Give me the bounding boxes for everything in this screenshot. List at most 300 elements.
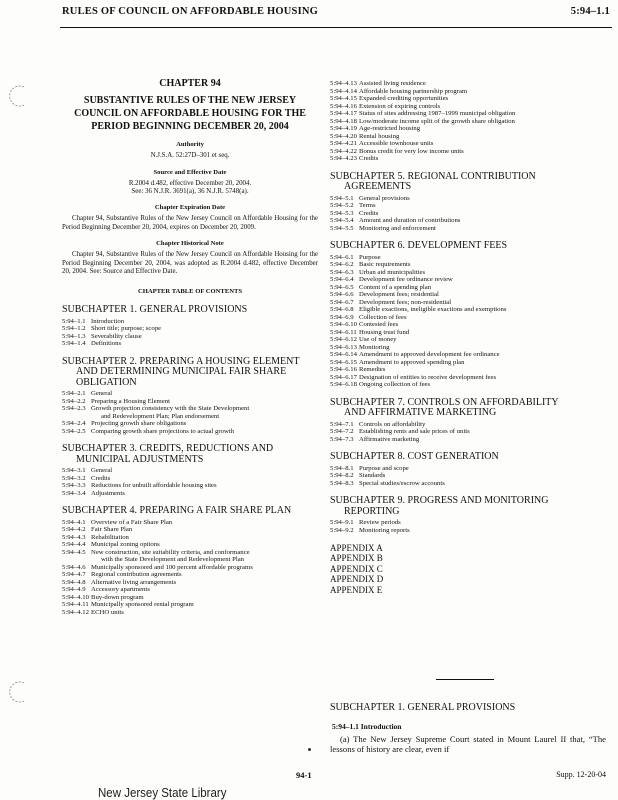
toc-entry: [62, 428, 318, 436]
toc-entry: [330, 254, 606, 262]
toc-entry: [62, 549, 318, 564]
section-label: [359, 155, 606, 163]
section-label: [359, 148, 606, 156]
appendix-entry: APPENDIX C: [330, 563, 383, 574]
section-label-text: Alternative living arrangements: [91, 578, 177, 586]
section-label-continued: with the State Development and Redevelopment Plan: [101, 556, 245, 564]
section-number: 5:94–7.2: [330, 428, 354, 435]
toc-entry: [330, 344, 606, 352]
section-label: [91, 390, 318, 398]
section-label-text: Development fee ordinance review: [359, 276, 453, 283]
section-label-text: Terms: [359, 202, 376, 209]
section-label-text: Contested fees: [359, 321, 399, 328]
section-number: 5:94–4.3: [62, 533, 86, 541]
authority-heading: Authority: [176, 141, 204, 149]
section-label: [359, 88, 606, 96]
section-body-text: (a) The New Jersey Supreme Court stated in Mount Laurel II that, “The lessons of history are clear, even if: [330, 734, 606, 755]
section-number: 5:94–5.5: [330, 224, 354, 232]
section-label: [359, 133, 606, 141]
section-number: 5:94–2.4: [62, 420, 86, 428]
toc-entry: [62, 490, 318, 498]
section-title: 5:94–1.1 Introduction: [332, 722, 402, 731]
section-number: 5:94–6.16: [330, 366, 357, 373]
section-label: [359, 336, 606, 344]
toc-entry: [62, 333, 318, 341]
section-label: [91, 601, 318, 609]
section-label-text: Accessible townhouse units: [359, 140, 434, 147]
section-label-text: Low/moderate income split of the growth share obligation: [359, 117, 515, 125]
toc-entry: [330, 284, 606, 292]
section-number: 5:94–6.14: [330, 351, 357, 358]
toc-entry: [330, 374, 606, 382]
section-label-text: Credits: [91, 474, 111, 482]
toc-entry: [330, 472, 606, 480]
section-label-text: Monitoring and enforcement: [359, 224, 436, 232]
subchapter-heading-text: SUBCHAPTER 6. DEVELOPMENT FEES: [330, 240, 508, 251]
source-line: See: 36 N.J.R. 3691(a), 36 N.J.R. 5748(a).: [131, 188, 249, 196]
toc-entry: [330, 329, 606, 337]
scan-speck: [308, 748, 311, 751]
section-label-text: Designation of entities to receive development fees: [359, 373, 497, 381]
section-label-text: Affirmative marketing: [359, 435, 420, 443]
section-label-text: Introduction: [91, 317, 125, 325]
page-number: 94-1: [296, 770, 312, 780]
toc-entry: [62, 519, 318, 527]
section-number: 5:94–6.3: [330, 268, 354, 276]
section-label: [359, 217, 606, 225]
running-header-left: RULES OF COUNCIL ON AFFORDABLE HOUSING: [62, 6, 319, 17]
toc-entry: [330, 306, 606, 314]
subchapter-heading-continued: AND AFFIRMATIVE MARKETING: [344, 407, 497, 418]
subchapter-heading-continued: MUNICIPAL ADJUSTMENTS: [76, 453, 204, 465]
chapter-number: CHAPTER 94: [159, 78, 221, 89]
toc-entry: [330, 359, 606, 367]
section-label-text: Review periods: [359, 519, 401, 526]
subchapter-heading-continued: REPORTING: [344, 505, 400, 517]
toc-entry: [330, 428, 606, 436]
section-label-text: General: [91, 390, 113, 398]
toc-entry: [62, 609, 318, 617]
toc-entry: [330, 269, 606, 277]
section-number: 5:94–6.10: [330, 321, 357, 328]
section-number: 5:94–2.3: [62, 405, 86, 413]
library-stamp: New Jersey State Library: [98, 786, 227, 800]
subchapter-heading-text: SUBCHAPTER 4. PREPARING A FAIR SHARE PLAN: [62, 505, 292, 517]
section-number: 5:94–4.18: [330, 117, 357, 125]
toc-entry: [330, 465, 606, 473]
section-label-text: Bonus credit for very low income units: [359, 147, 464, 155]
section-label: [359, 276, 606, 284]
toc-entry: [62, 541, 318, 549]
toc-entry: [62, 390, 318, 398]
toc-entry: [62, 340, 318, 348]
toc-entry: [62, 579, 318, 587]
expiration-heading: Chapter Expiration Date: [154, 204, 226, 212]
section-label-text: Growth projection consistency with the State Development: [91, 405, 250, 413]
section-divider: [436, 679, 494, 680]
section-label-text: Basic requirements: [359, 261, 411, 268]
toc-entry: [330, 351, 606, 359]
section-label-text: Amendment to approved development fee ordinance: [359, 351, 500, 358]
section-label-text: Severability clause: [91, 332, 142, 340]
section-label: [359, 195, 606, 203]
section-label: [359, 210, 606, 218]
section-label: [91, 482, 318, 490]
section-number: 5:94–4.17: [330, 110, 357, 117]
toc-entry: [62, 398, 318, 406]
appendix-entry: APPENDIX E: [330, 584, 383, 595]
section-number: 5:94–2.1: [62, 390, 86, 398]
history-heading: Chapter Historical Note: [156, 240, 224, 248]
right-column: [330, 80, 606, 595]
section-label-text: Accessory apartments: [91, 586, 150, 594]
subchapter-heading-text: SUBCHAPTER 7. CONTROLS ON AFFORDABILITY: [330, 396, 559, 408]
appendix-entry: APPENDIX D: [330, 574, 384, 585]
section-label-text: General: [91, 467, 113, 475]
toc-entry: [330, 202, 606, 210]
section-label: [359, 291, 606, 299]
section-number: 5:94–6.9: [330, 313, 354, 321]
subchapter-heading-text: SUBCHAPTER 3. CREDITS, REDUCTIONS AND: [62, 443, 274, 455]
section-number: 5:94–4.11: [62, 601, 89, 609]
toc-entry: [330, 195, 606, 203]
section-number: 5:94–4.20: [330, 132, 357, 140]
section-label: [359, 299, 606, 307]
expiration-text: Chapter 94, Substantive Rules of the New Jersey Council on Affordable Housing for the Period Beginning December 20, 2004, expires on December 20, 2009.: [62, 215, 318, 231]
toc-entry: [330, 110, 606, 118]
section-label-text: Reductions for unbuilt affordable housing sites: [91, 482, 217, 490]
section-label: [359, 527, 606, 535]
toc-entry: [330, 261, 606, 269]
section-number: 5:94–6.2: [330, 261, 354, 268]
section-label-text: Purpose and scope: [359, 464, 409, 472]
section-number: 5:94–7.1: [330, 420, 354, 428]
section-label-text: Rental housing: [359, 132, 400, 140]
section-number: 5:94–5.3: [330, 209, 354, 217]
section-number: 5:94–6.6: [330, 291, 354, 298]
section-label-text: Controls on affordability: [359, 420, 426, 428]
section-number: 5:94–1.2: [62, 325, 86, 333]
section-label: [359, 269, 606, 277]
section-label-text: Use of money: [359, 336, 397, 343]
section-number: 5:94–6.4: [330, 276, 354, 283]
toc-entry: [62, 571, 318, 579]
subchapter-heading: [330, 452, 606, 463]
section-number: 5:94–5.2: [330, 202, 354, 209]
appendix-entry: APPENDIX B: [330, 553, 383, 564]
toc-entry: [62, 467, 318, 475]
binder-hole-icon: [8, 84, 32, 108]
section-number: 5:94–4.23: [330, 155, 357, 162]
section-label-text: Monitoring reports: [359, 526, 410, 534]
section-label-text: Short title; purpose; scope: [91, 325, 162, 333]
section-label: [359, 284, 606, 292]
section-number: 5:94–6.5: [330, 283, 354, 291]
section-label: [359, 225, 606, 233]
subchapter-heading-continued: AGREEMENTS: [344, 181, 412, 192]
subchapter-heading-text: SUBCHAPTER 1. GENERAL PROVISIONS: [62, 304, 248, 316]
section-number: 5:94–8.3: [330, 479, 354, 487]
toc-entry: [330, 125, 606, 133]
section-number: 5:94–6.11: [330, 328, 357, 336]
section-label-text: Standards: [359, 472, 386, 479]
section-number: 5:94–3.1: [62, 467, 86, 475]
section-number: 5:94–8.2: [330, 472, 354, 479]
section-number: 5:94–6.8: [330, 306, 354, 313]
subchapter-heading: [330, 496, 606, 517]
toc-entry: [330, 336, 606, 344]
subchapter-heading: [62, 305, 318, 316]
toc-entry: [330, 103, 606, 111]
section-label-text: Ongoing collection of fees: [359, 381, 431, 388]
section-label-text: Age-restricted housing: [359, 125, 421, 132]
section-label-text: Development fees; residential: [359, 291, 439, 298]
section-label-text: Monitoring: [359, 343, 390, 351]
appendix-list: [330, 543, 606, 595]
toc-subchapter-4-continued: [330, 80, 606, 163]
toc-entry: [62, 475, 318, 483]
section-label-text: Buy-down program: [91, 593, 144, 601]
toc-entry: [330, 95, 606, 103]
section-label: [91, 549, 318, 564]
section-label: [359, 436, 606, 444]
section-label-text: Projecting growth share obligations: [91, 420, 187, 428]
section-number: 5:94–6.1: [330, 253, 354, 261]
section-label: [359, 254, 606, 262]
section-label-text: Definitions: [91, 340, 122, 348]
section-label-text: Rehabilitation: [91, 533, 129, 541]
source-line: R.2004 d.482, effective December 20, 2004.: [128, 179, 252, 187]
section-number: 5:94–6.7: [330, 298, 354, 306]
toc-entry: [330, 225, 606, 233]
appendix-entry: APPENDIX A: [330, 543, 383, 553]
section-label: [91, 405, 318, 420]
subchapter-heading: [62, 357, 318, 389]
subchapter-1-heading: SUBCHAPTER 1. GENERAL PROVISIONS: [330, 702, 516, 713]
section-label: [359, 472, 606, 480]
section-label-text: Municipal zoning options: [91, 541, 160, 549]
section-label-text: Remedies: [359, 366, 386, 373]
section-label: [359, 202, 606, 210]
section-label: [91, 325, 318, 333]
section-label-continued: and Redevelopment Plan; Plan endorsement: [101, 412, 220, 420]
toc-entry: [330, 314, 606, 322]
section-number: 5:94–4.16: [330, 102, 357, 110]
toc-entry: [62, 526, 318, 534]
section-label-text: Amendment to approved spending plan: [359, 358, 465, 366]
section-number: 5:94–4.13: [330, 80, 357, 87]
section-number: 5:94–2.2: [62, 397, 86, 405]
section-label-text: Comparing growth share projections to actual growth: [91, 427, 235, 435]
section-number: 5:94–3.2: [62, 474, 86, 482]
section-label: [91, 398, 318, 406]
section-label-text: Purpose: [359, 253, 381, 261]
section-number: 5:94–8.1: [330, 464, 354, 472]
toc-entry: [330, 519, 606, 527]
toc-entry: [330, 155, 606, 163]
section-label-text: Credits: [359, 209, 379, 217]
section-label: [91, 475, 318, 483]
section-number: 5:94–1.4: [62, 340, 86, 348]
subchapter-heading: [330, 241, 606, 252]
section-label: [359, 314, 606, 322]
section-label: [91, 467, 318, 475]
section-number: 5:94–4.5: [62, 548, 86, 556]
section-label: [359, 344, 606, 352]
section-number: 5:94–4.1: [62, 518, 86, 526]
binder-hole-icon: [8, 680, 32, 704]
section-label-text: Fair Share Plan: [91, 526, 133, 534]
chapter-title: SUBSTANTIVE RULES OF THE NEW JERSEY COUNCIL ON AFFORDABLE HOUSING FOR THE PERIOD BEGINNING DECEMBER 20, 2004: [74, 95, 306, 133]
section-label: [359, 125, 606, 133]
section-label-text: Municipally sponsored and 100 percent affordable programs: [91, 563, 253, 571]
section-number: 5:94–6.12: [330, 336, 357, 343]
section-label-text: General provisions: [359, 194, 410, 202]
section-number: 5:94–6.17: [330, 373, 357, 381]
section-label-text: Preparing a Housing Element: [91, 397, 170, 405]
toc-entry: [330, 291, 606, 299]
section-label: [91, 490, 318, 498]
section-label: [359, 381, 606, 389]
section-label-text: Credits: [359, 155, 379, 162]
toc-entry: [330, 381, 606, 389]
toc-entry: [330, 276, 606, 284]
toc-entry: [330, 210, 606, 218]
section-label: [359, 329, 606, 337]
section-label-text: Regional contribution agreements: [91, 571, 182, 579]
section-number: 5:94–6.13: [330, 343, 357, 351]
subchapter-heading-text: SUBCHAPTER 8. COST GENERATION: [330, 451, 499, 462]
toc-left-list: [62, 305, 318, 616]
section-label: [91, 586, 318, 594]
section-label: [359, 465, 606, 473]
section-number: 5:94–4.22: [330, 147, 357, 155]
section-number: 5:94–4.8: [62, 578, 86, 586]
section-label: [359, 140, 606, 148]
running-header-right: 5:94–1.1: [570, 6, 610, 17]
history-text: Chapter 94, Substantive Rules of the New Jersey Council on Affordable Housing for the Period Beginning December 20, 2004, was adopted as R.2004 d.482, effective December 20, 2004. See: Source and Effective Date.: [62, 251, 318, 275]
toc-entry: [330, 321, 606, 329]
section-label-text: Urban aid municipalities: [359, 268, 426, 276]
section-number: 5:94–4.19: [330, 125, 357, 132]
section-label: [91, 579, 318, 587]
section-number: 5:94–9.1: [330, 519, 354, 526]
toc-entry: [330, 148, 606, 156]
section-number: 5:94–4.15: [330, 95, 357, 102]
section-label: [91, 333, 318, 341]
section-label-text: Expanded crediting opportunities: [359, 95, 449, 102]
toc-entry: [62, 420, 318, 428]
toc-entry: [330, 217, 606, 225]
section-label: [91, 564, 318, 572]
toc-entry: [62, 534, 318, 542]
section-label: [91, 609, 318, 617]
subchapter-heading-text: SUBCHAPTER 5. REGIONAL CONTRIBUTION: [330, 170, 536, 182]
section-number: 5:94–4.9: [62, 586, 86, 594]
section-label: [91, 318, 318, 326]
section-label: [91, 340, 318, 348]
section-label: [91, 519, 318, 527]
section-label-text: Municipally sponsored rental program: [91, 601, 194, 609]
section-label-text: Extension of expiring controls: [359, 102, 441, 110]
section-label: [359, 359, 606, 367]
section-label-text: New construction, site suitability criteria, and conformance: [91, 548, 250, 556]
subchapter-heading-text: SUBCHAPTER 2. PREPARING A HOUSING ELEMENT: [62, 355, 300, 367]
section-label-text: Status of sites addressing 1987–1999 municipal obligation: [359, 110, 516, 117]
section-label: [91, 541, 318, 549]
toc-entry: [62, 318, 318, 326]
toc-entry: [330, 140, 606, 148]
toc-entry: [330, 118, 606, 126]
section-number: 5:94–2.5: [62, 427, 86, 435]
section-label-text: Development fees; non-residential: [359, 298, 452, 306]
section-number: 5:94–4.10: [62, 593, 89, 601]
section-number: 5:94–4.2: [62, 526, 86, 534]
toc-entry: [62, 564, 318, 572]
subchapter-heading-continued: AND DETERMINING MUNICIPAL FAIR SHARE OBLIGATION: [76, 366, 287, 388]
toc-entry: [330, 480, 606, 488]
toc-entry: [330, 527, 606, 535]
section-label: [91, 534, 318, 542]
toc-entry: [62, 601, 318, 609]
section-label: [91, 420, 318, 428]
section-label: [359, 366, 606, 374]
toc-entry: [62, 594, 318, 602]
section-label: [359, 118, 606, 126]
toc-entry: [330, 436, 606, 444]
section-label-text: Collection of fees: [359, 313, 407, 321]
section-label: [359, 110, 606, 118]
section-label-text: Amount and duration of contributions: [359, 217, 461, 224]
header-rule: [60, 27, 612, 28]
left-column: [62, 80, 318, 616]
section-label: [359, 374, 606, 382]
toc-heading: CHAPTER TABLE OF CONTENTS: [137, 288, 243, 296]
section-label: [359, 428, 606, 436]
section-number: 5:94–1.1: [62, 317, 86, 325]
section-label-text: Establishing rents and sale prices of units: [359, 428, 470, 435]
toc-right-list: [330, 172, 606, 535]
section-label-text: ECHO units: [91, 608, 124, 616]
subchapter-heading: [330, 398, 606, 419]
section-number: 5:94–5.4: [330, 217, 354, 224]
section-number: 5:94–6.18: [330, 381, 357, 388]
section-label: [91, 571, 318, 579]
section-label-text: Overview of a Fair Share Plan: [91, 518, 173, 526]
section-label-text: Affordable housing partnership program: [359, 87, 468, 95]
subchapter-heading: [62, 506, 318, 517]
toc-entry: [330, 299, 606, 307]
section-label-text: Special studies/escrow accounts: [359, 479, 445, 487]
section-label-text: Housing trust fund: [359, 328, 410, 336]
section-number: 5:94–4.14: [330, 87, 357, 95]
section-number: 5:94–4.7: [62, 571, 86, 579]
toc-entry: [330, 80, 606, 88]
toc-entry: [62, 482, 318, 490]
section-label: [359, 421, 606, 429]
section-label: [359, 103, 606, 111]
toc-entry: [330, 421, 606, 429]
section-number: 5:94–4.6: [62, 563, 86, 571]
section-label: [359, 80, 606, 88]
section-number: 5:94–3.4: [62, 489, 86, 497]
section-number: 5:94–3.3: [62, 482, 86, 490]
section-label: [359, 351, 606, 359]
section-label-text: Assisted living residence: [359, 80, 426, 87]
section-number: 5:94–9.2: [330, 526, 354, 534]
toc-entry: [330, 133, 606, 141]
section-label: [359, 321, 606, 329]
